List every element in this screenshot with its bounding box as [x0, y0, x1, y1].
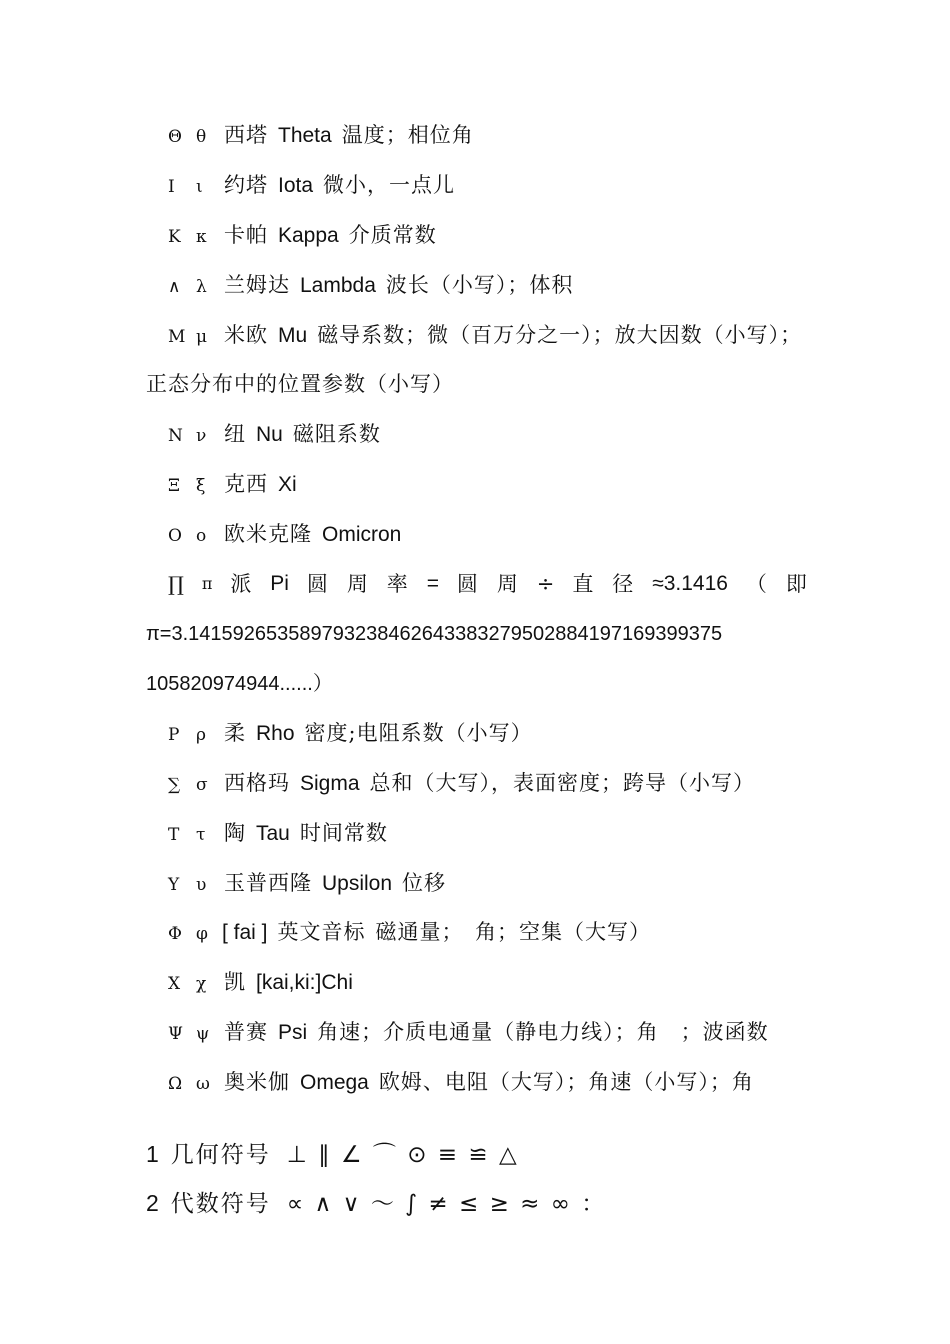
greek-upper: Χ [168, 974, 181, 994]
greek-upper: ∑ [168, 775, 181, 795]
greek-en-name: Xi [278, 473, 297, 496]
greek-cn-name: 纽 [224, 422, 246, 446]
greek-en-name: Rho [256, 722, 295, 745]
greek-meaning: 磁阻系数 [292, 422, 381, 446]
greek-lower: ι [196, 177, 203, 197]
greek-meaning: 磁导系数；微（百万分之一）；放大因数（小写）； [317, 323, 803, 347]
greek-row-lambda [0, 265, 950, 305]
greek-en-name: Omega [300, 1071, 369, 1094]
greek-meaning: 介质常数 [348, 223, 437, 247]
greek-upper: Ω [168, 1074, 183, 1094]
greek-upper: Ψ [168, 1024, 183, 1044]
greek-upper: Μ [168, 327, 186, 347]
greek-lower: φ [196, 924, 208, 944]
greek-meaning: 位移 [402, 871, 447, 895]
greek-cn-name: 奥米伽 [224, 1070, 290, 1094]
greek-cn-name: 克西 [224, 472, 268, 496]
greek-lower: ν [196, 426, 207, 446]
pi-digits-line-2 [0, 664, 950, 704]
greek-row-theta [0, 115, 950, 155]
pi-part: 圆 [306, 572, 329, 596]
greek-lower: ω [196, 1074, 210, 1094]
greek-cn-name: 凯 [224, 970, 246, 994]
greek-row-sigma [0, 763, 950, 803]
pi-part: 周 [346, 572, 369, 596]
greek-row-mu-continuation [0, 364, 950, 404]
greek-lower: τ [196, 825, 206, 845]
pi-part: 径 [612, 572, 635, 596]
greek-meaning: 波长（小写）；体积 [385, 273, 574, 297]
greek-en-name: 英文音标 [277, 920, 366, 944]
pi-part: ÷ [536, 572, 555, 596]
pi-part: 率 [386, 572, 409, 596]
greek-row-omicron [0, 514, 950, 554]
greek-phonetic: [ fai ] [222, 921, 268, 944]
greek-lower: υ [196, 875, 207, 895]
greek-meaning-continuation: 正态分布中的位置参数（小写） [146, 372, 454, 396]
greek-lower: χ [196, 974, 207, 994]
pi-part: Pi [270, 572, 289, 595]
pi-part: = [426, 572, 439, 595]
greek-en-name: Theta [278, 124, 332, 147]
greek-row-phi [0, 912, 950, 952]
greek-upper: Ρ [168, 725, 180, 745]
greek-meaning: 时间常数 [299, 821, 388, 845]
greek-upper: Ι [168, 177, 175, 197]
greek-lower: ψ [196, 1024, 210, 1044]
greek-en-name: Kappa [278, 224, 339, 247]
greek-en-name: Nu [256, 423, 283, 446]
greek-en-name: Lambda [300, 274, 376, 297]
greek-meaning: 微小，一点儿 [323, 173, 456, 197]
section-symbols: ∝ ∧ ∨ ～ ∫ ≠ ≤ ≥ ≈ ∞ ： [286, 1191, 607, 1217]
greek-row-chi [0, 962, 950, 1002]
greek-upper: Υ [168, 875, 180, 895]
section-label: 几何符号 [170, 1142, 271, 1168]
greek-lower: ο [196, 526, 207, 546]
pi-part: 圆 [456, 572, 479, 596]
greek-cn-name: 西格玛 [224, 771, 290, 795]
greek-row-rho [0, 713, 950, 753]
greek-en-name: Tau [256, 822, 290, 845]
greek-lower: κ [196, 227, 207, 247]
greek-lower: ρ [196, 725, 206, 745]
greek-upper: ∧ [168, 277, 181, 297]
greek-lower: ξ [196, 476, 206, 496]
section-number: 1 [146, 1141, 159, 1167]
pi-part: 直 [572, 572, 595, 596]
greek-row-iota [0, 165, 950, 205]
greek-cn-name: 陶 [224, 821, 246, 845]
greek-en-name: Iota [278, 174, 314, 197]
section-label: 代数符号 [170, 1191, 271, 1217]
greek-row-pi [0, 564, 808, 604]
greek-row-psi [0, 1012, 950, 1052]
pi-part: 即 [785, 572, 808, 596]
greek-lower: θ [196, 127, 207, 147]
greek-lower: λ [196, 277, 207, 297]
greek-en-name: Psi [278, 1021, 308, 1044]
greek-meaning: 磁通量； 角；空集（大写） [375, 920, 652, 944]
greek-meaning: 欧姆、电阻（大写）；角速（小写）；角 [378, 1070, 754, 1094]
greek-upper: Ο [168, 526, 182, 546]
greek-upper: Ξ [168, 476, 180, 496]
greek-meaning: 密度;电阻系数（小写） [304, 721, 533, 745]
greek-row-tau [0, 813, 950, 853]
greek-cn-name: 米欧 [224, 323, 268, 347]
greek-row-omega [0, 1062, 950, 1102]
greek-lower: σ [196, 775, 208, 795]
greek-en-name: Omicron [322, 523, 402, 546]
greek-row-kappa [0, 215, 950, 255]
greek-en-name: Mu [278, 324, 308, 347]
pi-digits-end: 105820974944......） [146, 673, 333, 695]
section-algebra-symbols [146, 1181, 606, 1225]
greek-upper: Θ [168, 127, 182, 147]
greek-meaning: 温度；相位角 [341, 123, 474, 147]
greek-cn-name: 约塔 [224, 173, 268, 197]
greek-upper: Τ [168, 825, 180, 845]
greek-cn-name: 兰姆达 [224, 273, 290, 297]
greek-upper: Ν [168, 426, 183, 446]
greek-upper: Φ [168, 924, 182, 944]
section-number: 2 [146, 1190, 159, 1216]
greek-cn-name: 卡帕 [224, 223, 268, 247]
pi-digits: π=3.14159265358979323846264338327950288419716939937​5 [146, 623, 723, 645]
greek-cn-name: 柔 [224, 721, 246, 745]
pi-part: 派 [230, 572, 253, 596]
greek-cn-name: 西塔 [224, 123, 268, 147]
greek-meaning: 总和（大写），表面密度；跨导（小写） [369, 771, 756, 795]
greek-row-xi [0, 464, 950, 504]
greek-upper: ∏ [168, 572, 184, 596]
pi-digits-line [0, 614, 950, 654]
greek-upper: Κ [168, 227, 181, 247]
greek-row-nu [0, 414, 950, 454]
greek-row-mu [0, 315, 950, 355]
greek-lower: μ [196, 327, 208, 347]
greek-cn-name: 普赛 [224, 1020, 268, 1044]
greek-en-name: Upsilon [322, 872, 393, 895]
pi-part: 周 [496, 572, 519, 596]
greek-cn-name: 玉普西隆 [224, 871, 312, 895]
greek-meaning: 角速；介质电通量（静电力线）；角 ；波函数 [317, 1020, 769, 1044]
greek-en-name: [kai,ki:]Chi [256, 971, 353, 994]
pi-part: ≈3.1416 [652, 572, 728, 595]
greek-lower: π [201, 574, 213, 593]
greek-row-upsilon [0, 863, 950, 903]
greek-cn-name: 欧米克隆 [224, 522, 312, 546]
section-geometry-symbols [146, 1132, 519, 1176]
pi-part: （ [745, 572, 768, 596]
greek-en-name: Sigma [300, 772, 360, 795]
section-symbols: ⊥ ∥ ∠ ⌒ ⊙ ≡ ≌ △ [286, 1142, 519, 1168]
